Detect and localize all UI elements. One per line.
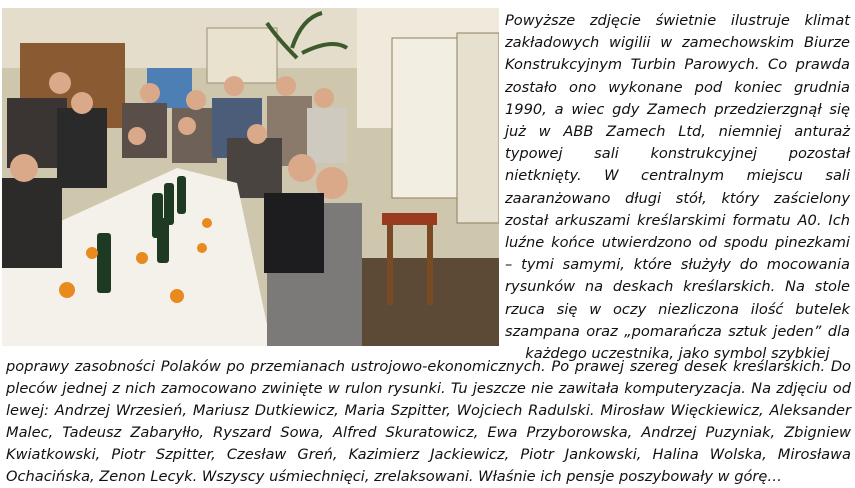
stool-leg — [387, 225, 393, 305]
photo-illustration — [2, 8, 499, 346]
face — [288, 154, 316, 182]
face — [10, 154, 38, 182]
article-side-text: Powyższe zdjęcie świetnie ilustruje klimat zakładowych wigilii w zamechowskim Biurze Konstrukcyjnym Turbin Parowych. Co prawda zostało ono wykonane pod koniec grudnia 1990, a wiec gdy Zamech przedzierzgnął się już w ABB Zamech Ltd, niemniej anturaż typowej sali konstrukcyjnej pozostał nietknięty. W centralnym miejscu sali zaaranżowano długi stół, który zaścielony został arkuszami kreślarskimi formatu A0. Ich luźne końce utwierdzono od spodu pinezkami – tymi samymi, które służyły do mocowania rysunków na deskach kreślarskich. Na stole rzuca się w oczy niezliczona ilość butelek szampana oraz „pomarańcza sztuk jeden” dla każdego uczestnika, jako symbol szybkiej — [505, 12, 850, 363]
person-seated — [264, 193, 324, 273]
stool-leg — [427, 225, 433, 305]
wall-poster — [207, 28, 277, 83]
office-christmas-photo — [2, 8, 499, 346]
drafting-board-2 — [457, 33, 499, 223]
drafting-board — [392, 38, 462, 198]
article-bottom-text: poprawy zasobności Polaków po przemianach ustrojowo-ekonomicznych. Po prawej szereg desek kreślarskich. Do pleców jednej z nich zamocowano zwinięte w rulon rysunki. Tu jeszcze nie zawitała komputeryzacja. Na zdjęciu od lewej: Andrzej Wrzesień, Mariusz Dutkiewicz, Maria Szpitter, Wojciech Radulski. Mirosław Więckiewicz, Aleksander Malec, Tadeusz Zabaryłło, Ryszard Sowa, Alfred Skuratowicz, Ewa Przyborowska, Andrzej Puzyniak, Zbigniew Kwiatkowski, Piotr Szpitter, Czesław Greń, Kazimierz Jackiewicz, Piotr Jankowski, Halina Wolska, Mirosława Ochacińska, Zenon Lecyk. Wszyscy uśmiechnięci, zrelaksowani. Właśnie ich pensje poszybowały w górę… — [6, 358, 851, 485]
person-front-left — [2, 178, 62, 268]
stool-seat — [382, 213, 437, 225]
